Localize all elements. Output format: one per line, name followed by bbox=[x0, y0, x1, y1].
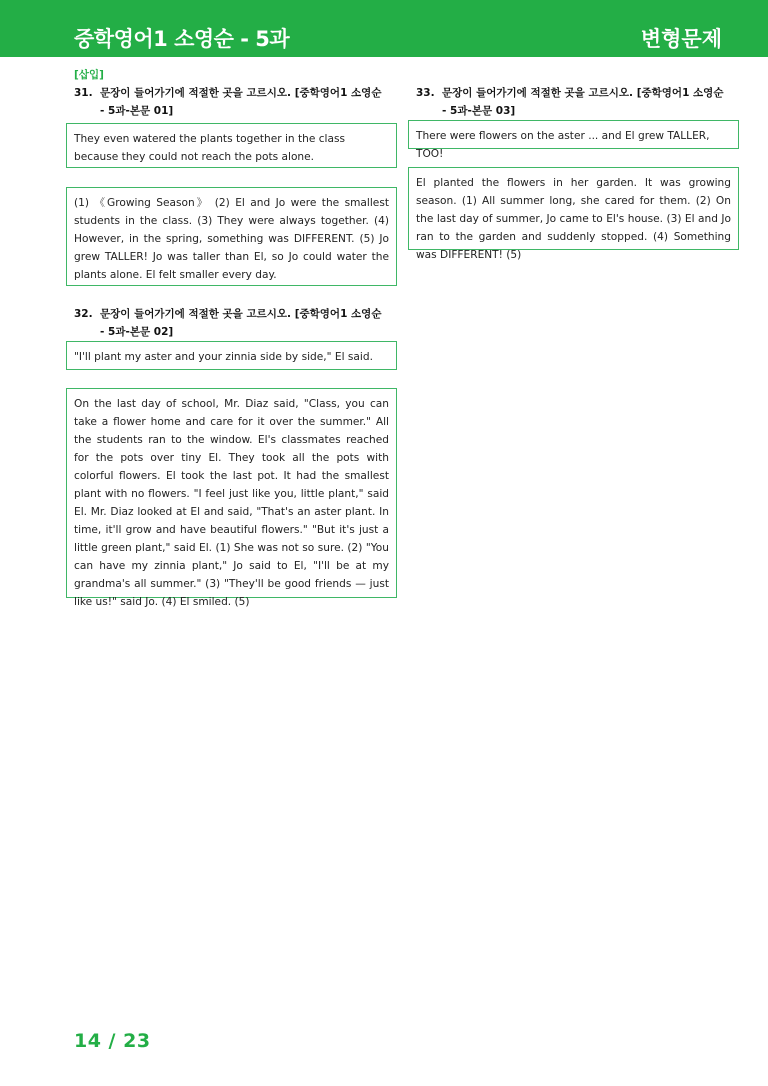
passage-text: (1) 《Growing Season》 (2) El and Jo were the smallest students in the class. (3) They were always together. (4) However, in the spring, something was DIFFERENT. (5) Jo grew TALLER! Jo was taller than El, so Jo could water the plants alone. El felt smaller every day. bbox=[74, 197, 389, 281]
question-31-passage bbox=[66, 187, 397, 286]
page-title: 중학영어1 소영순 - 5과 bbox=[74, 27, 290, 51]
question-31-given-sentence bbox=[66, 123, 397, 168]
question-33-given-sentence bbox=[408, 120, 739, 160]
question-32-given-sentence bbox=[66, 341, 397, 370]
question-number: 32. bbox=[74, 308, 93, 320]
header-bar bbox=[0, 0, 768, 57]
question-source: - 5과-본문 01] bbox=[100, 105, 174, 117]
question-number: 33. bbox=[416, 87, 435, 99]
question-33-prompt bbox=[416, 84, 734, 120]
passage-text: El planted the flowers in her garden. It was growing season. (1) All summer long, she cared for them. (2) On the last day of summer, Jo came to El's house. (3) El and Jo ran to the garden and suddenly stopped. (4) Something was DIFFERENT! (5) bbox=[416, 177, 731, 261]
question-number: 31. bbox=[74, 87, 93, 99]
question-prompt: 문장이 들어가기에 적절한 곳을 고르시오. [중학영어1 소영순 bbox=[100, 87, 382, 99]
passage-text: On the last day of school, Mr. Diaz said, "Class, you can take a flower home and care for it over the summer." All the students ran to the window. El's classmates reached for the pots over tiny El. They took all the pots with colorful flowers. El took the last pot. It had the smallest plant with no flowers. "I feel just like you, little plant," said El. Mr. Diaz looked at El and said, "That's an aster plant. In time, it'll grow and have beautiful flowers." "But it's just a little green plant," said El. (1) She was not so sure. (2) "You can have my zinnia plant," Jo said to El, "I'll be at my grandma's all summer." (3) "They'll be good friends — just like us!" said Jo. (4) El smiled. (5) bbox=[74, 398, 389, 608]
question-prompt: 문장이 들어가기에 적절한 곳을 고르시오. [중학영어1 소영순 bbox=[100, 308, 382, 320]
question-32-passage bbox=[66, 388, 397, 608]
question-source: - 5과-본문 02] bbox=[100, 326, 174, 338]
given-sentence-text: There were flowers on the aster ... and El grew TALLER, TOO! bbox=[416, 130, 710, 160]
question-32-prompt bbox=[74, 305, 392, 341]
question-33-passage bbox=[408, 167, 739, 261]
given-sentence-text: They even watered the plants together in the class because they could not reach the pots alone. bbox=[74, 133, 346, 163]
worksheet-type-label: 변형문제 bbox=[640, 27, 722, 51]
page-number: 14 / 23 bbox=[74, 1030, 151, 1052]
question-source: - 5과-본문 03] bbox=[442, 105, 516, 117]
question-prompt: 문장이 들어가기에 적절한 곳을 고르시오. [중학영어1 소영순 bbox=[442, 87, 724, 99]
given-sentence-text: "I'll plant my aster and your zinnia side by side," El said. bbox=[74, 351, 373, 363]
question-31-prompt bbox=[74, 84, 392, 120]
section-tag: [삽입] bbox=[74, 69, 104, 81]
